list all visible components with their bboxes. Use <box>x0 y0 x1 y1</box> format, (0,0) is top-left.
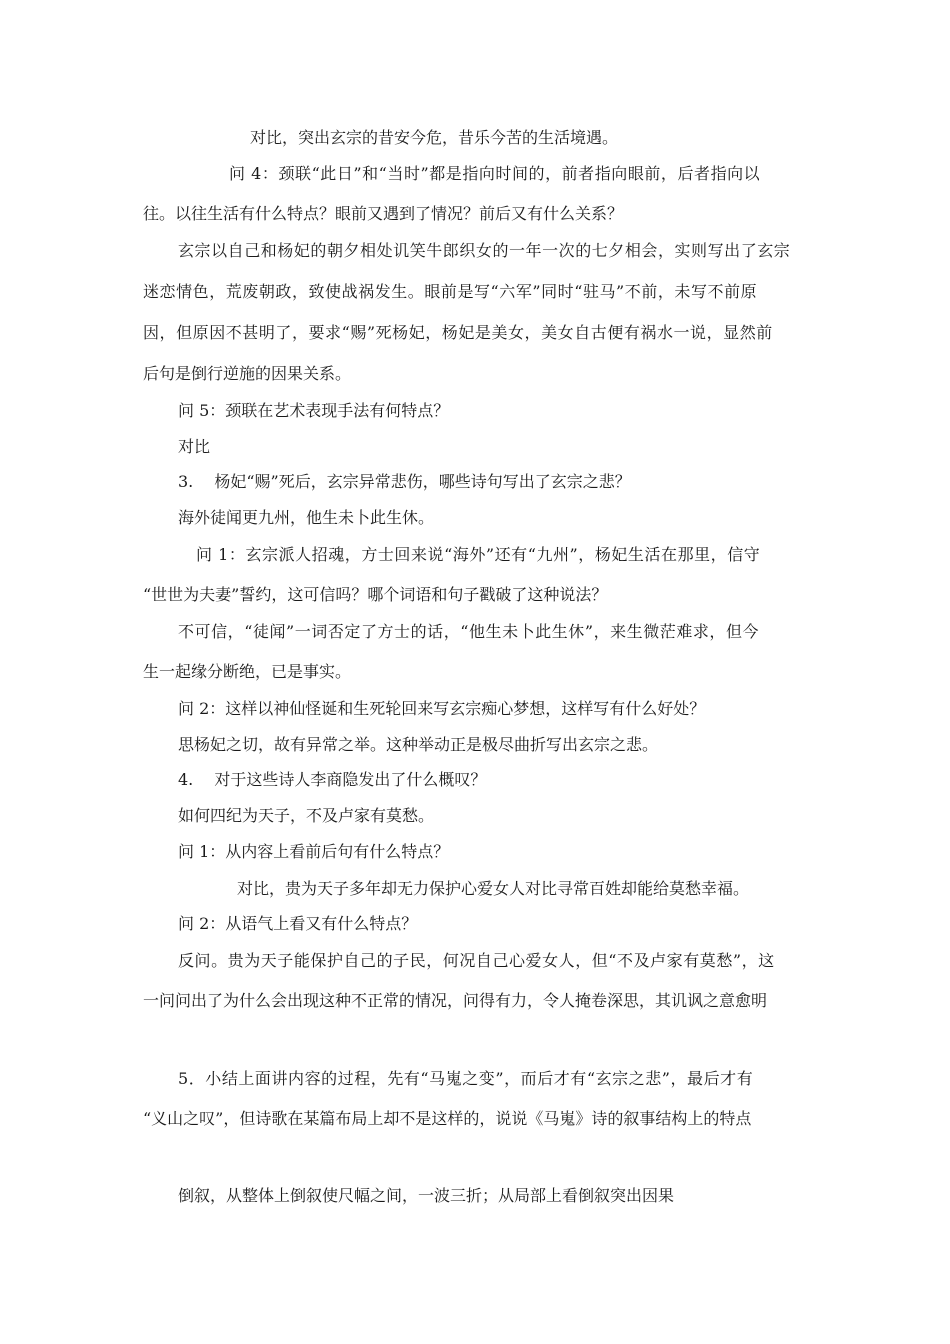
text-line-16: 问 2：这样以神仙怪诞和生死轮回来写玄宗痴心梦想，这样写有什么好处？ <box>178 699 706 718</box>
text-line-17: 思杨妃之切，故有异常之举。这种举动正是极尽曲折写出玄宗之悲。 <box>178 735 659 754</box>
text-line-15: 生一起缘分断绝，已是事实。 <box>143 662 352 681</box>
text-line-27: 倒叙，从整体上倒叙使尺幅之间，一波三折；从局部上看倒叙突出因果 <box>178 1186 675 1205</box>
text-line-23: 反问。贵为天子能保护自己的子民，何况自己心爱女人，但“不及卢家有莫愁”，这 <box>178 951 775 970</box>
text-line-11: 海外徒闻更九州，他生未卜此生休。 <box>178 508 435 527</box>
text-line-4: 玄宗以自己和杨妃的朝夕相处讥笑牛郎织女的一年一次的七夕相会，实则写出了玄宗 <box>178 241 791 260</box>
text-line-13: “世世为夫妻”誓约，这可信吗？哪个词语和句子戳破了这种说法？ <box>143 585 608 604</box>
text-line-9: 对比 <box>178 437 211 456</box>
text-line-7: 后句是倒行逆施的因果关系。 <box>143 364 352 383</box>
text-line-20: 问 1：从内容上看前后句有什么特点？ <box>178 842 450 861</box>
text-line-24: 一问问出了为什么会出现这种不正常的情况，问得有力，令人掩卷深思，其讥讽之意愈明 <box>143 991 768 1010</box>
text-line-8: 问 5：颈联在艺术表现手法有何特点？ <box>178 401 450 420</box>
text-line-5: 迷恋情色，荒废朝政，致使战祸发生。眼前是写“六军”同时“驻马”不前，未写不前原 <box>143 282 758 301</box>
text-line-10: 3. 杨妃“赐”死后，玄宗异常悲伤，哪些诗句写出了玄宗之悲？ <box>178 472 631 491</box>
text-line-18: 4. 对于这些诗人李商隐发出了什么概叹？ <box>178 770 487 789</box>
text-line-14: 不可信，“徒闻”一词否定了方士的话，“他生未卜此生休”，来生微茫难求，但今 <box>178 622 760 641</box>
text-line-3: 往。以往生活有什么特点？眼前又遇到了情况？前后又有什么关系？ <box>143 204 624 223</box>
text-line-25: 5．小结上面讲内容的过程，先有“马嵬之变”，而后才有“玄宗之悲”，最后才有 <box>178 1069 754 1088</box>
text-line-2: 问 4：颈联“此日”和“当时”都是指向时间的，前者指向眼前，后者指向以 <box>229 164 761 183</box>
text-line-22: 问 2：从语气上看又有什么特点？ <box>178 914 418 933</box>
text-line-19: 如何四纪为天子，不及卢家有莫愁。 <box>178 806 435 825</box>
text-line-21: 对比，贵为天子多年却无力保护心爱女人对比寻常百姓却能给莫愁幸福。 <box>237 879 750 898</box>
text-line-6: 因，但原因不甚明了，要求“赐”死杨妃，杨妃是美女，美女自古便有祸水一说，显然前 <box>143 323 773 342</box>
text-line-12: 问 1：玄宗派人招魂，方士回来说“海外”还有“九州”，杨妃生活在那里，信守 <box>196 545 761 564</box>
text-line-1: 对比，突出玄宗的昔安今危，昔乐今苦的生活境遇。 <box>250 128 619 147</box>
text-line-26: “义山之叹”，但诗歌在某篇布局上却不是这样的，说说《马嵬》诗的叙事结构上的特点 <box>143 1109 752 1128</box>
